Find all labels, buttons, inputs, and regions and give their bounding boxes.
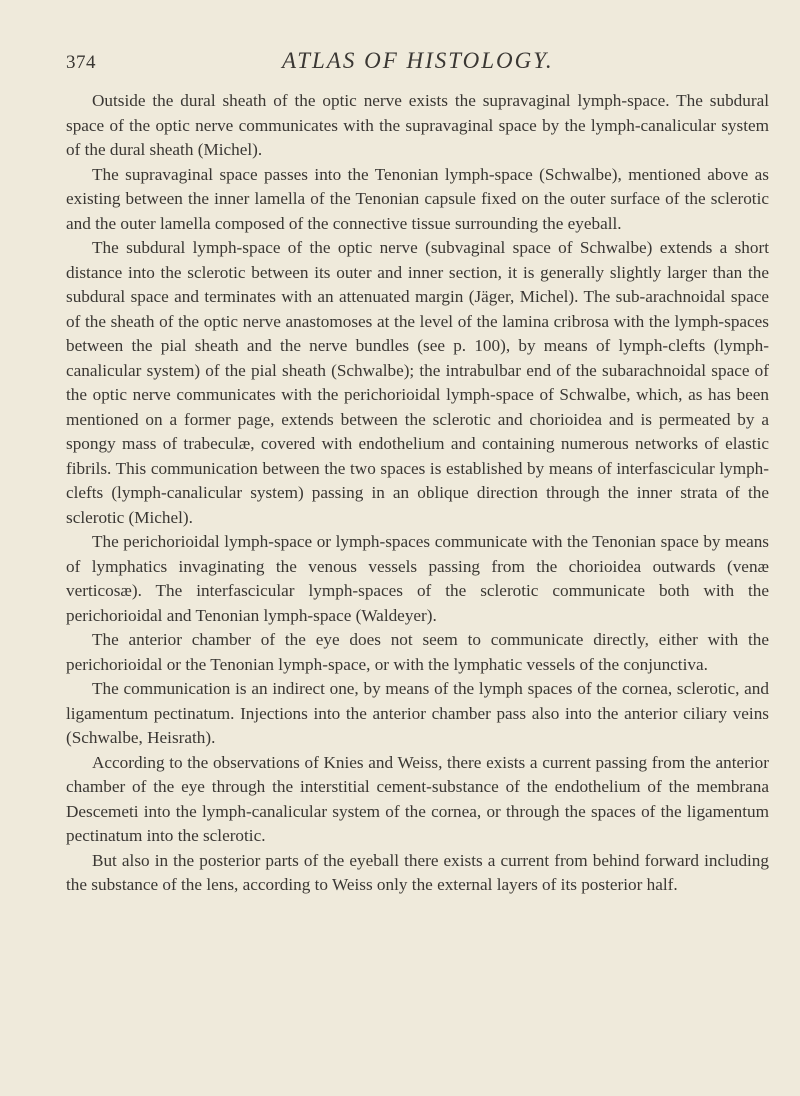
body-text bbox=[66, 89, 769, 898]
paragraph: According to the observations of Knies and Weiss, there exists a current passing from the anterior chamber of the eye through the interstitial cement-substance of the endothelium of the membrana Descemeti into the lymph-canalicular system of the cornea, or through the spaces of the ligamentum pectinatum into the sclerotic. bbox=[66, 752, 769, 845]
page-header bbox=[66, 48, 766, 78]
paragraph: The supravaginal space passes into the Tenonian lymph-space (Schwalbe), mentioned above as existing between the inner lamella of the Tenonian capsule fixed on the outer surface of the sclerotic and the outer lamella composed of the connective tissue surrounding the eyeball. bbox=[66, 164, 769, 233]
paragraph: The anterior chamber of the eye does not seem to communicate directly, either with the perichorioidal or the Tenonian lymph-space, or with the lymphatic vessels of the conjunctiva. bbox=[66, 630, 769, 674]
paragraph: Outside the dural sheath of the optic nerve exists the supravaginal lymph-space. The subdural space of the optic nerve communicates with the supravaginal space by the lymph-canalicular system of the dural sheath (Michel). bbox=[66, 91, 769, 159]
page-number: 374 bbox=[66, 52, 96, 73]
paragraph: The communication is an indirect one, by means of the lymph spaces of the cornea, sclerotic, and ligamentum pectinatum. Injections into the anterior chamber pass also into the anterior ciliary veins (Schwalbe, Heisrath). bbox=[66, 679, 769, 747]
paragraph: The perichorioidal lymph-space or lymph-spaces communicate with the Tenonian space by means of lymphatics invaginating the venous vessels passing from the chorioidea outwards (venæ verticosæ). The interfascicular lymph-spaces of the sclerotic communicate both with the perichorioidal and Tenonian lymph-space (Waldeyer). bbox=[66, 532, 769, 625]
paragraph: But also in the posterior parts of the eyeball there exists a current from behind forward including the substance of the lens, according to Weiss only the external layers of its posterior half. bbox=[66, 850, 769, 894]
running-title: ATLAS OF HISTOLOGY. bbox=[282, 48, 554, 73]
paragraph: The subdural lymph-space of the optic nerve (subvaginal space of Schwalbe) extends a short distance into the sclerotic between its outer and inner section, it is generally slightly larger than the subdural space and terminates with an attenuated margin (Jäger, Michel). The sub-arachnoidal space of the sheath of the optic nerve anastomoses at the level of the lamina cribrosa with the lymph-spaces between the pial sheath and the nerve bundles (see p. 100), by means of lymph-clefts (lymph-canalicular system) of the pial sheath (Schwalbe); the intrabulbar end of the subarachnoidal space of the optic nerve communicates with the perichorioidal lymph-space of Schwalbe, which, as has been mentioned on a former page, extends between the sclerotic and chorioidea and is permeated by a spongy mass of trabeculæ, covered with endothelium and containing numerous networks of elastic fibrils. This communication between the two spaces is established by means of interfascicular lymph-clefts (lymph-canalicular system) passing in an oblique direction through the inner strata of the sclerotic (Michel). bbox=[66, 238, 769, 527]
